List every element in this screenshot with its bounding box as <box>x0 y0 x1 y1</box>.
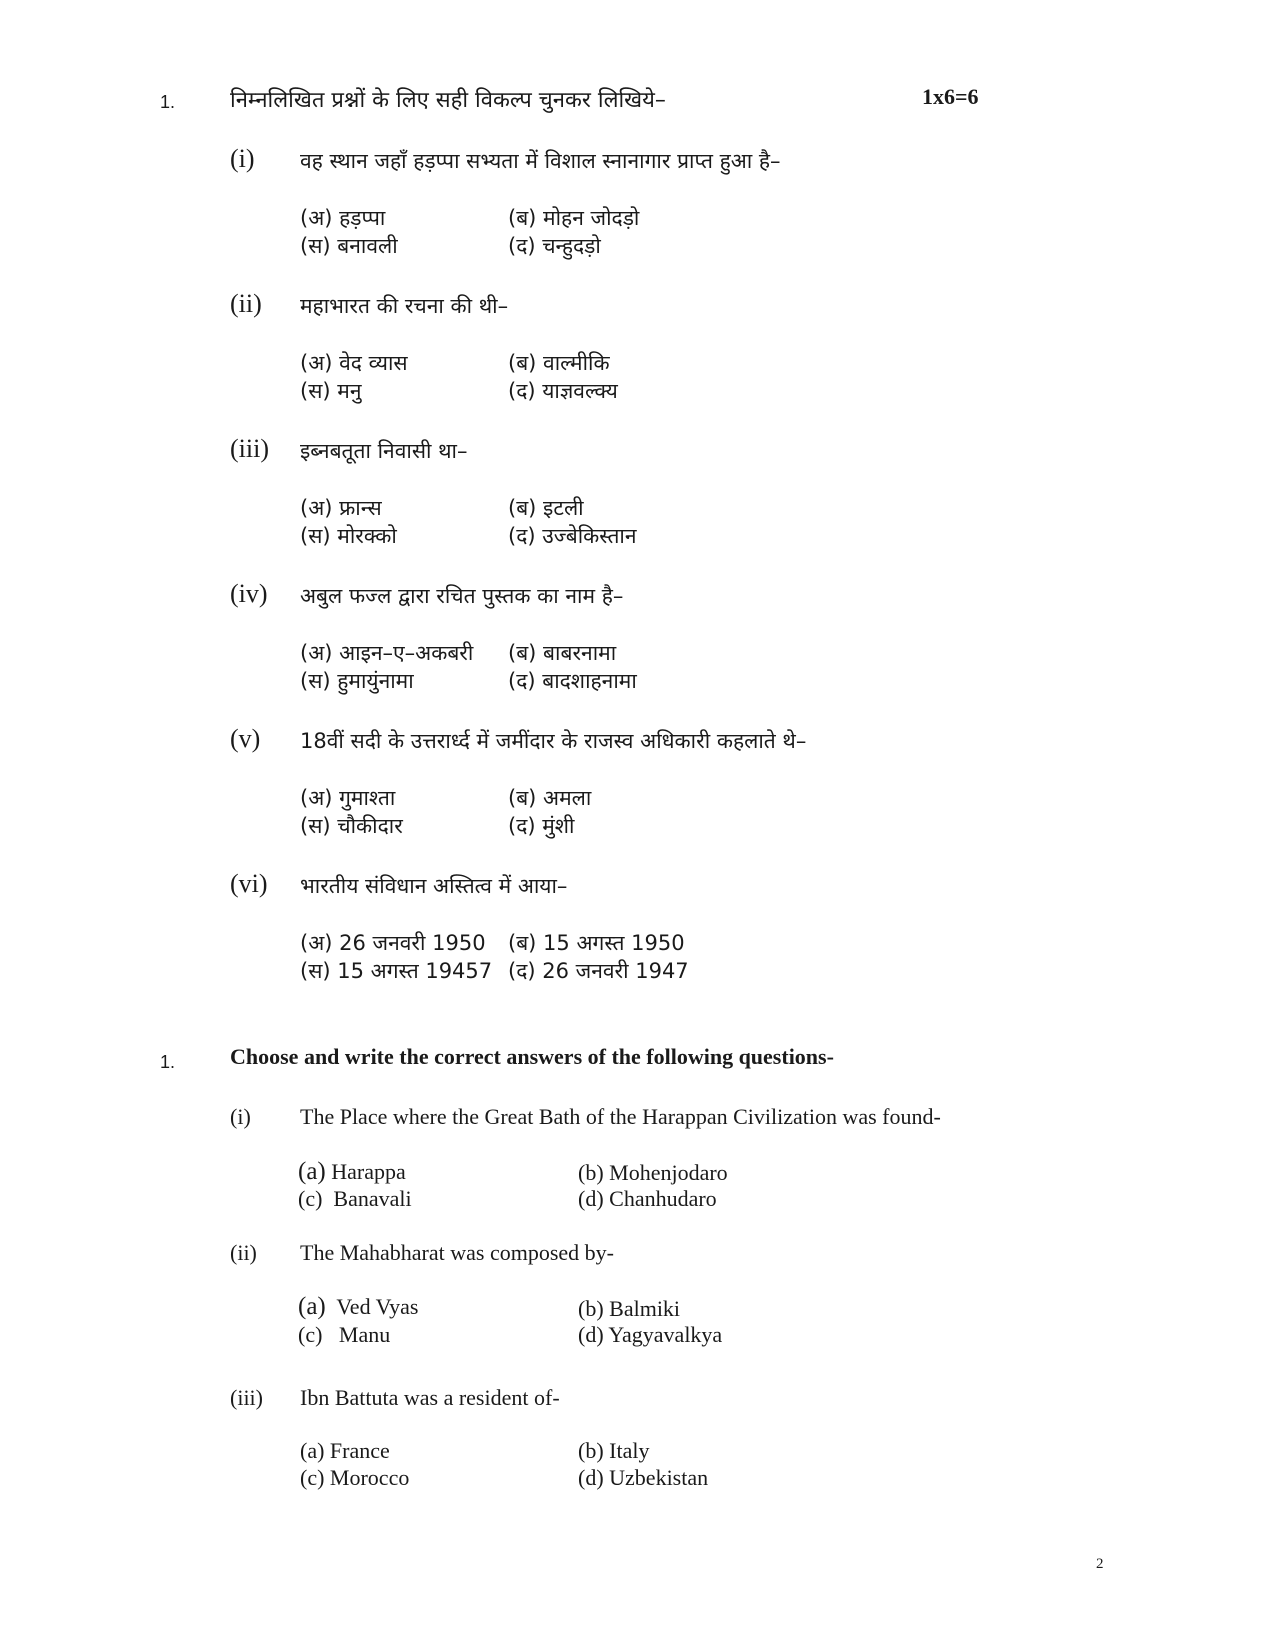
option-a: (a) France <box>300 1438 390 1463</box>
option-b: (ब) अमला <box>508 786 592 810</box>
subquestion-label: (iii) <box>230 1385 263 1410</box>
option-d: (द) बादशाहनामा <box>508 669 637 693</box>
option-a: (अ) हड़प्पा <box>300 206 386 230</box>
option-a: (अ) वेद व्यास <box>300 351 408 375</box>
subquestion-label: (iii) <box>230 434 269 463</box>
option-d: (द) मुंशी <box>508 814 575 838</box>
question-number: 1. <box>160 92 176 112</box>
subquestion-text: 18वीं सदी के उत्तरार्ध्द में जमींदार के राजस्व अधिकारी कहलाते थे– <box>300 729 807 753</box>
option-d: (द) उज्बेकिस्तान <box>508 524 637 548</box>
subquestion-text: महाभारत की रचना की थी– <box>300 294 509 318</box>
option-c: (c) Banavali <box>298 1186 412 1211</box>
subquestion-text: The Mahabharat was composed by- <box>300 1240 615 1265</box>
subquestion-text: Ibn Battuta was a resident of- <box>300 1385 560 1410</box>
option-b: (ब) मोहन जोदड़ो <box>508 206 640 230</box>
option-d: (d) Chanhudaro <box>578 1186 717 1211</box>
option-b: (b) Mohenjodaro <box>578 1160 728 1185</box>
option-c: (c) Manu <box>298 1322 391 1347</box>
subquestion-text: वह स्थान जहाँ हड़प्पा सभ्यता में विशाल स्नानागार प्राप्त हुआ है– <box>300 149 781 173</box>
subquestion-label: (ii) <box>230 289 262 318</box>
option-c: (स) बनावली <box>300 234 398 258</box>
option-c: (स) मनु <box>300 379 362 403</box>
option-d: (द) याज्ञवल्क्य <box>508 379 618 403</box>
section-heading-hindi: निम्नलिखित प्रश्नों के लिए सही विकल्प चुनकर लिखिये– <box>230 88 666 113</box>
option-a: (अ) गुमाश्ता <box>300 786 396 810</box>
option-d: (द) 26 जनवरी 1947 <box>508 959 689 983</box>
option-a: (a) Harappa <box>298 1158 406 1185</box>
option-b: (b) Balmiki <box>578 1296 681 1321</box>
subquestion-text: The Place where the Great Bath of the Harappan Civilization was found- <box>300 1104 941 1129</box>
subquestion-label: (ii) <box>230 1240 257 1265</box>
option-c: (स) हुमायुंनामा <box>300 669 414 693</box>
subquestion-label: (vi) <box>230 869 268 898</box>
subquestion-label: (i) <box>230 1104 251 1129</box>
option-b: (ब) 15 अगस्त 1950 <box>508 931 685 955</box>
subquestion-text: भारतीय संविधान अस्तित्व में आया– <box>300 874 568 898</box>
page-number: 2 <box>1096 1556 1104 1572</box>
option-a: (अ) फ्रान्स <box>300 496 382 520</box>
option-b: (b) Italy <box>578 1438 650 1463</box>
option-a: (अ) आइन–ए–अकबरी <box>300 641 474 665</box>
option-b: (ब) वाल्मीकि <box>508 351 610 375</box>
subquestion-label: (iv) <box>230 579 268 608</box>
option-b: (ब) बाबरनामा <box>508 641 617 665</box>
option-c: (स) चौकीदार <box>300 814 403 838</box>
subquestion-text: इब्नबतूता निवासी था– <box>300 439 468 463</box>
subquestion-label: (i) <box>230 144 255 173</box>
marks-label: 1x6=6 <box>922 84 979 109</box>
option-c: (स) मोरक्को <box>300 524 397 548</box>
option-d: (d) Uzbekistan <box>578 1465 709 1490</box>
option-a: (a) Ved Vyas <box>298 1293 419 1320</box>
subquestion-text: अबुल फज्ल द्वारा रचित पुस्तक का नाम है– <box>300 584 624 608</box>
section-heading-english: Choose and write the correct answers of the following questions- <box>230 1044 834 1069</box>
option-c: (स) 15 अगस्त 19457 <box>300 959 493 983</box>
option-c: (c) Morocco <box>300 1465 410 1490</box>
question-number: 1. <box>160 1052 176 1072</box>
option-b: (ब) इटली <box>508 496 584 520</box>
option-d: (द) चन्हुदड़ो <box>508 234 601 258</box>
option-a: (अ) 26 जनवरी 1950 <box>300 931 486 955</box>
subquestion-label: (v) <box>230 724 261 753</box>
option-d: (d) Yagyavalkya <box>578 1322 723 1347</box>
